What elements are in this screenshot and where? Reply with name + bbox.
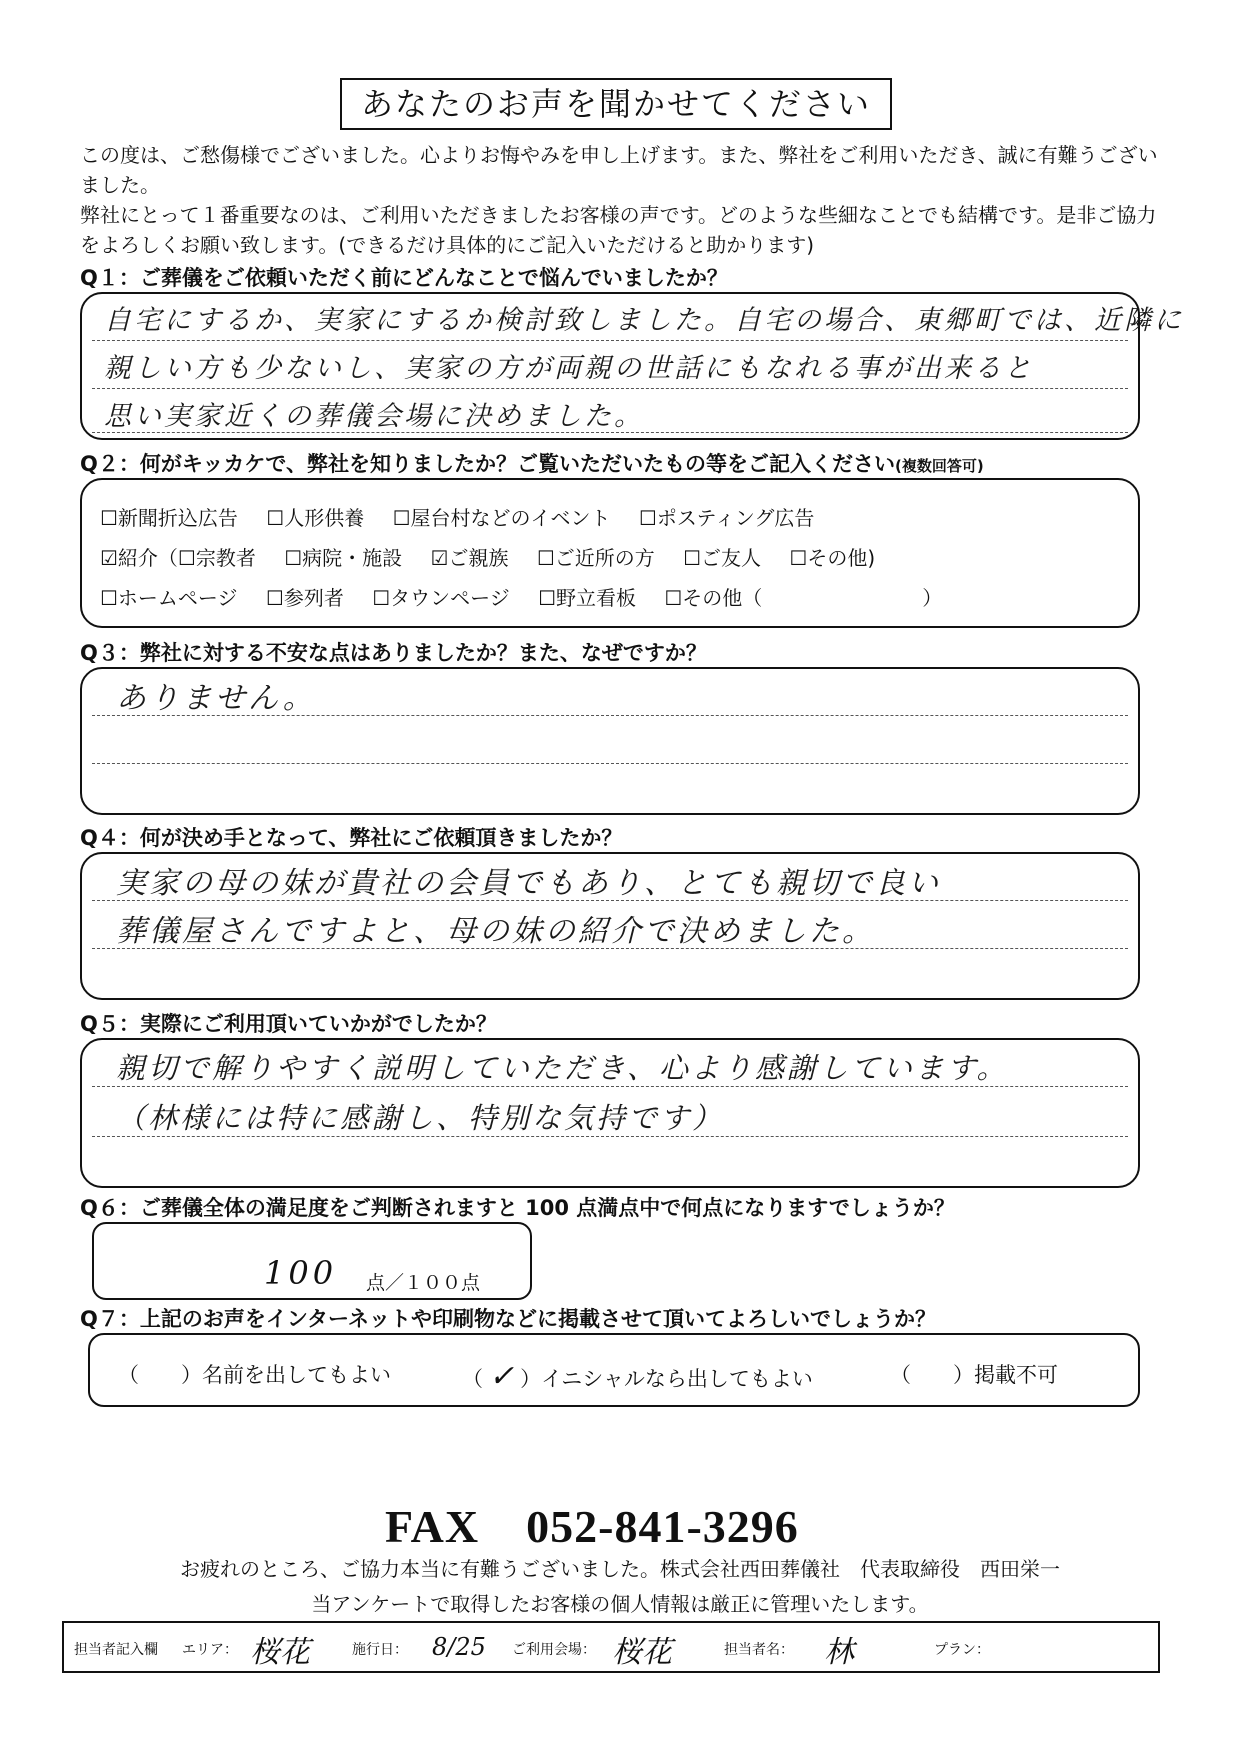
person-value: 林 — [824, 1635, 854, 1670]
q2-option-signboard[interactable]: ☐野立看板 — [538, 586, 637, 610]
q4-answer-line-2: 葬儀屋さんですよと、母の妹の紹介で決めました。 — [116, 914, 875, 949]
q1-answer-line-1: 自宅にするか、実家にするか検討致しました。自宅の場合、東郷町では、近隣に — [104, 305, 1184, 336]
q2-option-relatives[interactable]: ☑ご親族 — [430, 546, 509, 570]
q2-option-hospital[interactable]: ☐病院・施設 — [284, 546, 403, 570]
intro-text: この度は、ご愁傷様でございました。心よりお悔やみを申し上げます。また、弊社をご利用いただき、誠に有難うございました。 弊社にとって１番重要なのは、ご利用いただきましたお客様の声です。どのような些細なことでも結構です。是非ご協力をよろしくお願い致します。(できるだけ具体的にご記入いただけると助かります) — [80, 143, 1158, 257]
q7-paren-open: （ — [462, 1367, 483, 1391]
q2-option-posting[interactable]: ☐ポスティング広告 — [638, 506, 815, 530]
q2-option-townpage[interactable]: ☐タウンページ — [372, 586, 510, 610]
q2-option-other-referral[interactable]: ☐その他) — [789, 546, 876, 570]
closing-message: お疲れのところ、ご協力本当に有難うございました。株式会社西田葬儀社 代表取締役 西田栄一 — [180, 1557, 1060, 1581]
q5-answer-line-1: 親切で解りやすく説明していただき、心より感謝しています。 — [116, 1051, 1009, 1085]
q7-option-name-ok[interactable]: （ ）名前を出してもよい — [118, 1363, 391, 1387]
q6-score-suffix: 点／１００点 — [366, 1272, 481, 1294]
q2-option-newspaper[interactable]: ☐新聞折込広告 — [100, 506, 238, 530]
q2-row-2 — [100, 542, 897, 571]
venue-value: 桜花 — [612, 1635, 672, 1670]
date-label: 施行日： — [352, 1642, 408, 1658]
privacy-note: 当アンケートで取得したお客様の個人情報は厳正に管理いたします。 — [311, 1592, 929, 1616]
q7-question: Q７：上記のお声をインターネットや印刷物などに掲載させて頂いてよろしいでしょうか？ — [80, 1307, 936, 1331]
staff-heading: 担当者記入欄 — [74, 1642, 158, 1658]
q2-row-1 — [100, 502, 836, 531]
q2-option-doll-memorial[interactable]: ☐人形供養 — [266, 506, 365, 530]
q3-answer-line-1: ありません。 — [116, 681, 316, 716]
q5-answer-line-2: （林様には特に感謝し、特別な気持です） — [116, 1101, 725, 1135]
q7-initials-label: ）イニシャルなら出してもよい — [520, 1367, 813, 1391]
q4-answer-box — [80, 852, 1140, 1000]
q2-row-3 — [100, 582, 964, 611]
q2-option-neighbors[interactable]: ☐ご近所の方 — [536, 546, 655, 570]
q2-option-homepage[interactable]: ☐ホームページ — [100, 586, 238, 610]
q5-question: Q５：実際にご利用頂いていかがでしたか？ — [80, 1012, 497, 1036]
q2-question-text: Q２：何がキッカケで、弊社を知りましたか？ご覧いただいたもの等をご記入ください — [80, 452, 896, 476]
q2-option-attendee[interactable]: ☐参列者 — [265, 586, 344, 610]
q2-option-referral[interactable]: ☑紹介（☐宗教者 — [100, 546, 256, 570]
q2-question — [80, 448, 984, 478]
area-value: 桜花 — [250, 1635, 310, 1670]
q4-answer-line-1: 実家の母の妹が貴社の会員でもあり、とても親切で良い — [116, 866, 941, 901]
person-label: 担当者名： — [724, 1642, 794, 1658]
q1-answer-line-3: 思い実家近くの葬儀会場に決めました。 — [104, 401, 644, 432]
q1-answer-box — [80, 292, 1184, 440]
q4-question: Q４：何が決め手となって、弊社にご依頼頂きましたか？ — [80, 826, 623, 850]
q1-question: Q１：ご葬儀をご依頼いただく前にどんなことで悩んでいましたか？ — [80, 266, 728, 290]
q2-option-other[interactable]: ☐その他（ ） — [664, 586, 943, 610]
survey-title: あなたのお声を聞かせてください — [340, 78, 892, 130]
date-value: 8/25 — [432, 1633, 486, 1661]
q6-score-box — [92, 1222, 532, 1300]
area-label: エリア： — [182, 1642, 238, 1658]
venue-label: ご利用会場： — [512, 1642, 596, 1658]
q6-score-value: 100 — [264, 1254, 338, 1292]
plan-label: プラン： — [934, 1642, 990, 1658]
check-mark-icon: ✓ — [489, 1359, 515, 1394]
q5-answer-box — [80, 1038, 1140, 1188]
q7-option-no-publish[interactable]: （ ）掲載不可 — [890, 1363, 1058, 1387]
q1-answer-line-2: 親しい方も少ないし、実家の方が両親の世話にもなれる事が出来ると — [104, 353, 1034, 384]
q2-note: (複数回答可) — [895, 457, 984, 475]
q7-options-box — [88, 1333, 1140, 1407]
q6-question: Q６：ご葬儀全体の満足度をご判断されますと 100 点満点中で何点になりますでしょうか？ — [80, 1196, 955, 1220]
q3-question: Q３：弊社に対する不安な点はありましたか？また、なぜですか？ — [80, 641, 707, 665]
q2-option-friends[interactable]: ☐ご友人 — [683, 546, 762, 570]
q3-answer-box — [80, 667, 1140, 815]
q2-options-box — [80, 478, 1140, 628]
staff-entry-box — [62, 1621, 1160, 1673]
fax-number: FAX 052-841-3296 — [385, 1501, 799, 1552]
q7-option-initials-ok[interactable] — [462, 1359, 813, 1394]
q2-option-event[interactable]: ☐屋台村などのイベント — [392, 506, 611, 530]
